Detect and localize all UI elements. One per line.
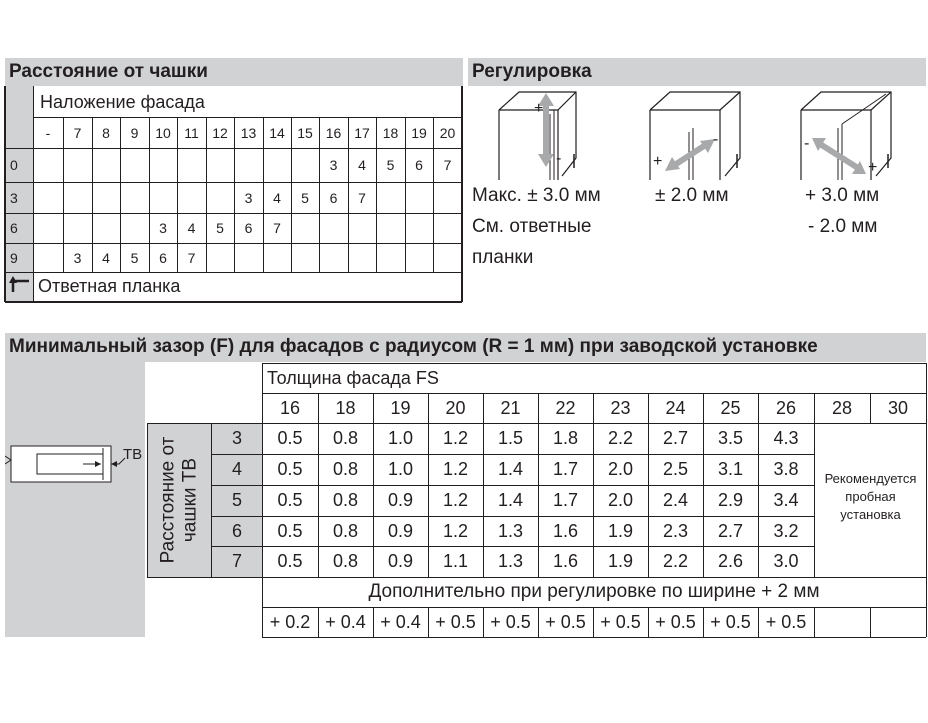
table2-column-header: 24 [665,397,686,418]
table2-cell: 0.8 [332,551,359,571]
table2-cell: 0.5 [277,520,303,541]
table1-cell [33,243,63,272]
table2-cell: 1.9 [607,551,634,571]
table2-column-header: 26 [775,397,797,418]
table2-column-header: 20 [445,397,466,418]
table1-row-label: 0 [10,157,18,173]
table2-column-header: 21 [500,397,521,418]
table1-cell [92,148,120,182]
table1-cell [405,213,433,243]
table2-cell: 1.2 [442,520,469,541]
fs-label: Толщина фасада FS [267,368,439,388]
vertical-adjustment-icon [494,88,594,180]
extra-adjustment-cell: + 0.2 [269,611,311,632]
table1-cell [348,213,376,243]
adjustment-vertical-text [472,180,642,273]
adjustment-depth-line: + 3.0 мм [805,185,880,206]
table1-cell: 5 [216,220,224,236]
table1-cell [120,213,149,243]
table2-cell: 0.9 [387,551,414,571]
adjustment-title: Регулировка [468,58,926,86]
table1-cell: 3 [159,220,167,236]
table2-row-label: 3 [231,428,242,448]
table1-cell [63,182,92,213]
table1-cell [234,243,263,272]
table1-cell [33,148,63,182]
table1-cell [33,213,63,243]
table2-column-header: 28 [831,397,853,418]
table1-cell [376,243,405,272]
svg-text:-: - [804,135,810,152]
table1-cell: 5 [130,249,139,266]
table2-cell: 3.8 [773,459,799,479]
extra-adjustment-cell [870,607,926,637]
table1-cell [63,213,92,243]
table2-cell: 0.9 [387,520,414,541]
adjustment-vertical-line: планки [472,247,534,268]
table1-cell [263,148,291,182]
table2-cell: 2.5 [662,459,689,479]
table1-cell [63,148,92,182]
table2-cell: 3.2 [773,520,799,541]
table1-row-label: 6 [10,220,18,236]
table1-cell: 4 [273,189,281,206]
extra-adjustment-cell: + 0.5 [435,611,476,632]
table1-column-header: 16 [325,124,342,141]
table2-cell: 1.7 [552,490,579,510]
svg-text:-: - [556,150,562,167]
table1-cell [92,182,120,213]
extra-adjustment-cell: + 0.5 [655,611,696,632]
table1-cell [376,182,405,213]
adjustment-depth-line: - 2.0 мм [808,216,878,237]
note-line: Рекомендуется [824,471,917,486]
depth-adjustment-icon [796,88,896,180]
table1-cell: 6 [415,157,423,173]
table2-cell: 2.3 [662,520,689,541]
table1-column-header: 17 [354,124,370,141]
table1-border [5,301,462,303]
table1-column-header: - [45,124,51,141]
extra-adjustment-cell: + 0.5 [765,611,807,632]
table2-row-label: 5 [231,490,242,510]
table2-cell: 0.8 [332,490,359,510]
table1-cell [177,182,206,213]
table2-cell: 1.6 [552,551,579,571]
return-arrow-icon [9,276,33,296]
table2-column-header: 30 [887,397,909,418]
table1-column-header: 7 [73,124,82,141]
table2-cell: 2.0 [607,490,634,510]
table1-cell [348,243,376,272]
table2-column-header: 22 [555,397,576,418]
table1-cell: 4 [187,220,196,236]
table1-cell [291,213,319,243]
table1-cell [433,243,462,272]
table2-cell: 0.5 [277,490,303,510]
table2-row-label: 6 [231,520,242,541]
table1-cell: 5 [386,157,395,173]
table2-cell: 1.4 [497,490,524,510]
table2-cell: 2.2 [607,428,634,448]
horizontal-adjustment-icon [645,88,745,180]
table1-cell [206,243,234,272]
table2-cell: 1.3 [497,551,524,571]
table2-cell: 1.2 [442,459,469,479]
table1-cell: 7 [443,157,452,173]
table1-overlay-label: Наложение фасада [40,92,205,112]
table1-column-header: 8 [102,124,110,141]
table1-cell [206,148,234,182]
table2-column-header: 19 [390,397,411,418]
trial-install-note [815,470,926,524]
extra-adjustment-cell: + 0.5 [710,611,751,632]
svg-text:+: + [653,153,663,170]
table2-cell: 3.1 [717,459,744,479]
table2-column-header: 18 [335,397,356,418]
table1-column-header: 19 [411,124,427,141]
row-header-line: чашки TB [179,457,201,543]
extra-adjustment-cell: + 0.4 [380,611,421,632]
table2-cell: 1.8 [552,428,579,448]
adjustment-vertical-line: Макс. ± 3.0 мм [472,185,601,206]
extra-adjustment-cell: + 0.5 [545,611,586,632]
diagram-panel [5,362,145,637]
table1-column-header: 10 [155,124,171,141]
table2-cell: 0.5 [277,459,303,479]
table2-row-label: 7 [231,551,242,571]
table2-cell: 1.2 [442,490,469,510]
table1-cell [120,182,149,213]
table1-cell [92,213,120,243]
table1-cell [177,148,206,182]
table1-cell [149,148,177,182]
table1-column-header: 11 [184,124,199,141]
extra-adjustment-cell: + 0.4 [325,611,366,632]
diagram-tb-label: TB [123,446,143,463]
table1-cell: 6 [159,249,167,266]
table1-cell [291,148,319,182]
table2-cell: 2.2 [662,551,689,571]
table2-cell: 3.4 [773,490,799,510]
table1-title: Расстояние от чашки [5,58,463,86]
svg-text:+: + [534,100,544,117]
overlay-table [0,0,470,310]
table1-cell: 7 [187,249,196,266]
table1-cell [319,213,348,243]
extra-adjustment-cell: + 0.5 [600,611,641,632]
table2-title: Минимальный зазор (F) для фасадов с радиусом (R = 1 мм) при заводской установке [5,333,926,362]
table1-row-label: 3 [10,189,18,206]
table1-cell: 3 [329,157,338,173]
table1-cell: 4 [358,157,366,173]
table2-cell: 2.7 [662,428,689,448]
table1-cell [376,213,405,243]
table1-column-header: 14 [269,124,285,141]
table1-column-header: 12 [212,124,228,141]
table1-cell: 5 [301,189,309,206]
table2-cell: 1.7 [552,459,579,479]
table1-cell [433,213,462,243]
table1-cell: 6 [244,220,253,236]
table2-cell: 2.0 [607,459,634,479]
table2-cell: 1.0 [387,459,414,479]
table1-column-header: 13 [240,124,257,141]
table1-cell [291,243,319,272]
table2-cell: 2.4 [662,490,689,510]
adjustment-horizontal-line: ± 2.0 мм [655,185,729,206]
table2-cell: 2.6 [717,551,744,571]
table1-column-header: 9 [130,124,139,141]
table2-cell: 0.5 [277,428,303,448]
table2-cell: 1.4 [497,459,524,479]
table2-row-label: 4 [231,459,242,479]
adjustment-depth-text [805,180,925,242]
table1-cell [149,182,177,213]
table1-cell [405,243,433,272]
table1-footer-label: Ответная планка [38,276,181,296]
table2-cell: 3.0 [773,551,799,571]
svg-text:+: + [868,159,878,176]
table2-column-header: 25 [720,397,741,418]
row-header-label [147,423,211,577]
table1-cell: 6 [329,189,338,206]
table2-cell: 1.5 [497,428,524,448]
table2-cell: 1.6 [552,520,579,541]
table2-cell: 4.3 [773,428,799,448]
note-line: пробная [845,489,896,504]
table1-cell [263,243,291,272]
row-header-line: Расстояние от [157,436,179,564]
table1-column-header: 20 [439,124,456,141]
table1-column-header: 18 [382,124,399,141]
table2-column-header: 16 [279,397,301,418]
table1-row-label: 9 [10,249,18,266]
extra-adjustment-label: Дополнительно при регулировке по ширине + 2 мм [368,581,820,602]
svg-text:-: - [713,131,719,148]
table1-cell: 3 [73,249,82,266]
table1-cell [433,182,462,213]
table1-cell [234,148,263,182]
table2-cell: 0.8 [332,520,359,541]
table2-column-header: 23 [610,397,631,418]
table1-cell [319,243,348,272]
table1-cell: 3 [244,189,253,206]
table2-cell: 2.9 [717,490,744,510]
adjustment-vertical-line: См. ответные [472,216,592,237]
table2-cell: 1.3 [497,520,524,541]
grid-line [147,423,148,577]
table1-cell [120,148,149,182]
table1-column-header: 15 [297,124,313,141]
table2-cell: 1.9 [607,520,634,541]
table2-cell: 2.7 [717,520,744,541]
extra-adjustment-cell: + 0.5 [490,611,531,632]
grid-line [262,363,926,364]
adjustment-horizontal-text [655,180,775,211]
note-line: установка [840,507,901,522]
table2-cell: 1.0 [387,428,414,448]
table2-cell: 1.2 [442,428,469,448]
table1-cell [405,182,433,213]
table2-cell: 0.8 [332,459,359,479]
extra-adjustment-cell [814,607,870,637]
table1-cell: 7 [273,220,281,236]
table2-cell: 0.5 [277,551,303,571]
table1-cell: 4 [102,249,110,266]
table2-cell: 1.1 [442,551,469,571]
table2-cell: 0.8 [332,428,359,448]
table2-cell: 3.5 [717,428,744,448]
table1-cell [33,182,63,213]
table2-cell: 0.9 [387,490,414,510]
table1-cell: 7 [358,189,366,206]
table1-cell [206,182,234,213]
